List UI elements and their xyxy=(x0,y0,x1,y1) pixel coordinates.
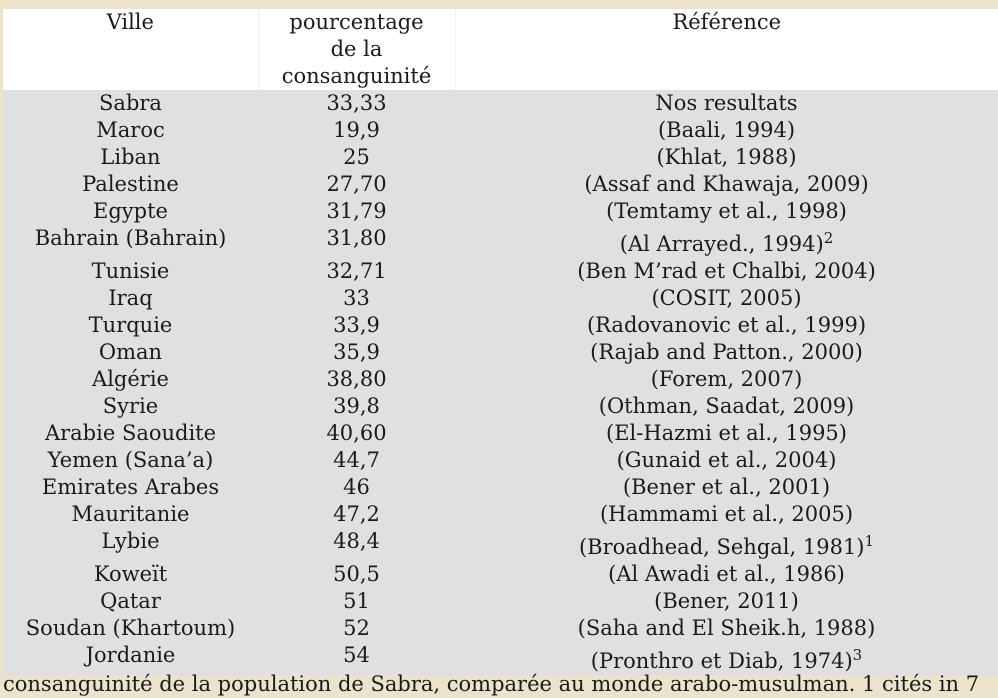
cell-city: Palestine xyxy=(3,171,258,198)
header-reference: Référence xyxy=(455,9,998,90)
reference-text: (Broadhead, Sehgal, 1981) xyxy=(578,535,865,559)
cell-city: Soudan (Khartoum) xyxy=(3,615,258,642)
cell-city: Qatar xyxy=(3,588,258,615)
cell-percent: 51 xyxy=(258,588,455,615)
reference-text: (Bener, 2011) xyxy=(654,589,799,613)
cell-reference xyxy=(455,90,998,117)
table-row xyxy=(3,474,998,501)
footnote-marker: 2 xyxy=(823,229,834,247)
table-row xyxy=(3,225,998,258)
reference-text: (Othman, Saadat, 2009) xyxy=(598,394,855,418)
table-row xyxy=(3,447,998,474)
cell-percent: 39,8 xyxy=(258,393,455,420)
reference-text: (Al Arrayed., 1994) xyxy=(619,232,824,256)
cell-city: Yemen (Sana’a) xyxy=(3,447,258,474)
reference-text: (Saha and El Sheik.h, 1988) xyxy=(577,616,876,640)
reference-text: (Baali, 1994) xyxy=(657,118,796,142)
cell-reference xyxy=(455,339,998,366)
cell-percent: 33,9 xyxy=(258,312,455,339)
table-row xyxy=(3,561,998,588)
table-row xyxy=(3,501,998,528)
cell-city: Koweït xyxy=(3,561,258,588)
cell-percent: 50,5 xyxy=(258,561,455,588)
reference-text: (Ben M’rad et Chalbi, 2004) xyxy=(577,259,876,283)
cell-reference xyxy=(455,285,998,312)
reference-text: (Forem, 2007) xyxy=(650,367,803,391)
table-header-row xyxy=(3,9,998,90)
cell-percent: 48,4 xyxy=(258,528,455,561)
cell-city: Emirates Arabes xyxy=(3,474,258,501)
reference-text: (Radovanovic et al., 1999) xyxy=(586,313,867,337)
cell-city: Turquie xyxy=(3,312,258,339)
cell-percent: 27,70 xyxy=(258,171,455,198)
cell-city: Algérie xyxy=(3,366,258,393)
cell-reference xyxy=(455,561,998,588)
table-caption: consanguinité de la population de Sabra, comparée au monde arabo-musulman. 1 cités in 7 xyxy=(3,672,980,696)
cell-reference xyxy=(455,366,998,393)
cell-percent: 19,9 xyxy=(258,117,455,144)
cell-reference xyxy=(455,258,998,285)
cell-reference xyxy=(455,420,998,447)
cell-percent: 31,79 xyxy=(258,198,455,225)
footnote-marker: 3 xyxy=(852,646,863,664)
reference-text: (Hammami et al., 2005) xyxy=(599,502,854,526)
reference-text: (Assaf and Khawaja, 2009) xyxy=(584,172,869,196)
reference-text: (Bener et al., 2001) xyxy=(622,475,831,499)
cell-reference xyxy=(455,225,998,258)
cell-city: Tunisie xyxy=(3,258,258,285)
table-row xyxy=(3,420,998,447)
cell-reference xyxy=(455,198,998,225)
reference-text: (El-Hazmi et al., 1995) xyxy=(606,421,847,445)
cell-percent: 54 xyxy=(258,642,455,675)
table-row xyxy=(3,366,998,393)
cell-percent: 32,71 xyxy=(258,258,455,285)
cell-percent: 38,80 xyxy=(258,366,455,393)
cell-reference xyxy=(455,528,998,561)
reference-text: (Khlat, 1988) xyxy=(656,145,797,169)
cell-percent: 46 xyxy=(258,474,455,501)
cell-city: Jordanie xyxy=(3,642,258,675)
cell-percent: 47,2 xyxy=(258,501,455,528)
header-percent xyxy=(258,9,455,90)
table-row xyxy=(3,285,998,312)
header-percent-line1: pourcentage xyxy=(289,10,424,34)
reference-text: (Gunaid et al., 2004) xyxy=(616,448,837,472)
cell-percent: 52 xyxy=(258,615,455,642)
cell-city: Mauritanie xyxy=(3,501,258,528)
header-percent-line2: de la xyxy=(330,37,383,61)
consanguinity-table xyxy=(3,9,998,675)
cell-city: Arabie Saoudite xyxy=(3,420,258,447)
cell-city: Oman xyxy=(3,339,258,366)
cell-city: Maroc xyxy=(3,117,258,144)
cell-city: Syrie xyxy=(3,393,258,420)
table-row xyxy=(3,312,998,339)
header-percent-line3: consanguinité xyxy=(281,64,432,88)
consanguinity-table-container xyxy=(3,9,998,671)
reference-text: Nos resultats xyxy=(655,91,798,115)
cell-city: Liban xyxy=(3,144,258,171)
reference-text: (COSIT, 2005) xyxy=(651,286,802,310)
cell-reference xyxy=(455,615,998,642)
cell-reference xyxy=(455,312,998,339)
cell-reference xyxy=(455,144,998,171)
cell-city: Lybie xyxy=(3,528,258,561)
table-row xyxy=(3,258,998,285)
table-row xyxy=(3,339,998,366)
cell-percent: 44,7 xyxy=(258,447,455,474)
reference-text: (Temtamy et al., 1998) xyxy=(606,199,847,223)
cell-city: Bahrain (Bahrain) xyxy=(3,225,258,258)
reference-text: (Rajab and Patton., 2000) xyxy=(590,340,863,364)
reference-text: (Al Awadi et al., 1986) xyxy=(608,562,845,586)
cell-percent: 31,80 xyxy=(258,225,455,258)
reference-text: (Pronthro et Diab, 1974) xyxy=(590,649,853,673)
cell-reference xyxy=(455,393,998,420)
cell-city: Egypte xyxy=(3,198,258,225)
table-row xyxy=(3,615,998,642)
cell-reference xyxy=(455,501,998,528)
cell-percent: 33 xyxy=(258,285,455,312)
cell-city: Iraq xyxy=(3,285,258,312)
table-row xyxy=(3,117,998,144)
cell-reference xyxy=(455,447,998,474)
cell-city: Sabra xyxy=(3,90,258,117)
table-row xyxy=(3,588,998,615)
cell-percent: 25 xyxy=(258,144,455,171)
table-row xyxy=(3,144,998,171)
table-row xyxy=(3,198,998,225)
footnote-marker: 1 xyxy=(864,532,875,550)
cell-percent: 40,60 xyxy=(258,420,455,447)
table-row xyxy=(3,90,998,117)
header-city: Ville xyxy=(3,9,258,90)
cell-reference xyxy=(455,474,998,501)
table-row xyxy=(3,393,998,420)
table-row xyxy=(3,528,998,561)
cell-percent: 35,9 xyxy=(258,339,455,366)
cell-percent: 33,33 xyxy=(258,90,455,117)
cell-reference xyxy=(455,171,998,198)
table-row xyxy=(3,171,998,198)
cell-reference xyxy=(455,588,998,615)
cell-reference xyxy=(455,117,998,144)
